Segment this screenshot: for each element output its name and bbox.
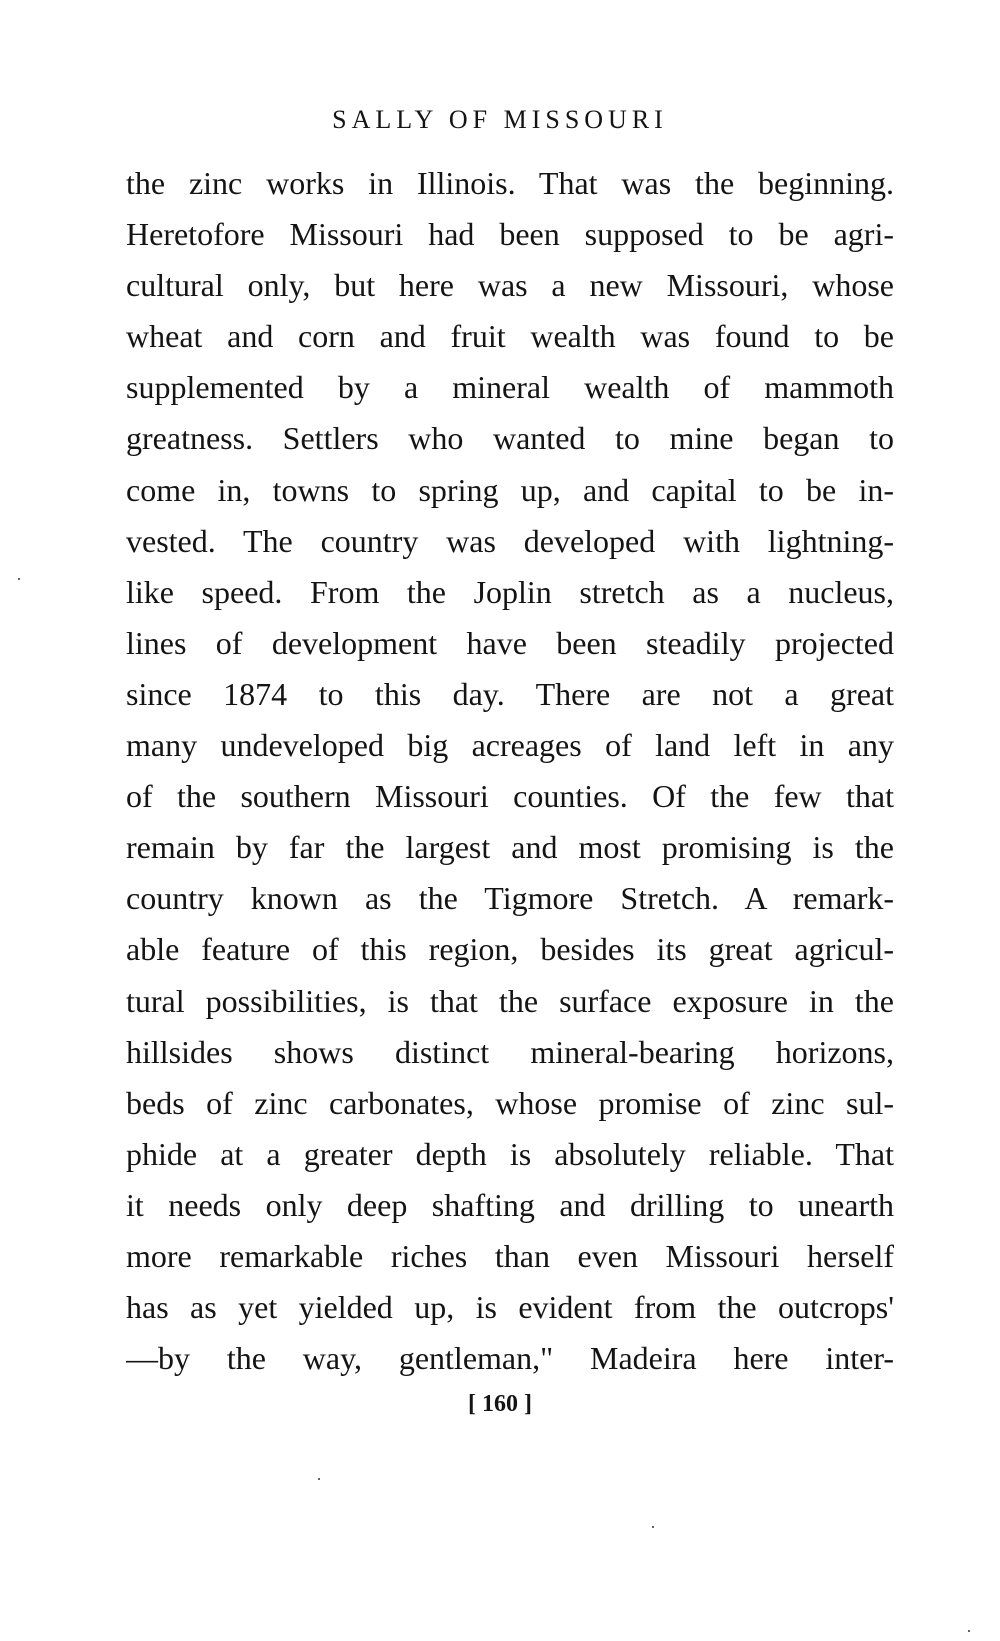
text-line: able feature of this region, besides its great agricul- xyxy=(126,931,894,968)
scan-speck xyxy=(652,1526,654,1528)
text-line: has as yet yielded up, is evident from the outcrops' xyxy=(126,1289,894,1326)
scan-speck xyxy=(968,1630,970,1632)
scan-speck xyxy=(318,1478,320,1480)
page-number: [ 160 ] xyxy=(468,1391,532,1417)
text-line: the zinc works in Illinois. That was the beginning. xyxy=(126,165,894,201)
text-line: Heretofore Missouri had been supposed to be agri- xyxy=(126,216,894,253)
text-line: it needs only deep shafting and drilling to unearth xyxy=(126,1186,894,1223)
text-line: remain by far the largest and most promising is the xyxy=(126,829,894,866)
running-head: SALLY OF MISSOURI xyxy=(332,105,668,134)
text-line: greatness. Settlers who wanted to mine began to xyxy=(126,420,894,457)
text-line: come in, towns to spring up, and capital to be in- xyxy=(126,471,894,508)
text-line: beds of zinc carbonates, whose promise of zinc sul- xyxy=(126,1084,894,1121)
text-line: of the southern Missouri counties. Of the few that xyxy=(126,778,894,815)
text-line: tural possibilities, is that the surface exposure in the xyxy=(126,982,894,1019)
text-line: phide at a greater depth is absolutely reliable. That xyxy=(126,1135,894,1172)
text-line: like speed. From the Joplin stretch as a nucleus, xyxy=(126,573,894,610)
text-line: country known as the Tigmore Stretch. A remark- xyxy=(126,880,894,917)
text-line: many undeveloped big acreages of land left in any xyxy=(126,727,894,764)
text-line: lines of development have been steadily projected xyxy=(126,624,894,661)
body-text xyxy=(126,158,894,1384)
text-line: wheat and corn and fruit wealth was found to be xyxy=(126,318,894,355)
text-line: more remarkable riches than even Missouri herself xyxy=(126,1237,894,1274)
text-line: —by the way, gentleman," Madeira here inter- xyxy=(126,1340,894,1377)
text-line: supplemented by a mineral wealth of mammoth xyxy=(126,369,894,406)
text-line: cultural only, but here was a new Missouri, whose xyxy=(126,267,894,304)
text-line: vested. The country was developed with lightning- xyxy=(126,522,894,559)
scan-speck xyxy=(18,578,20,580)
text-line: since 1874 to this day. There are not a great xyxy=(126,675,894,712)
text-line: hillsides shows distinct mineral-bearing horizons, xyxy=(126,1033,894,1070)
